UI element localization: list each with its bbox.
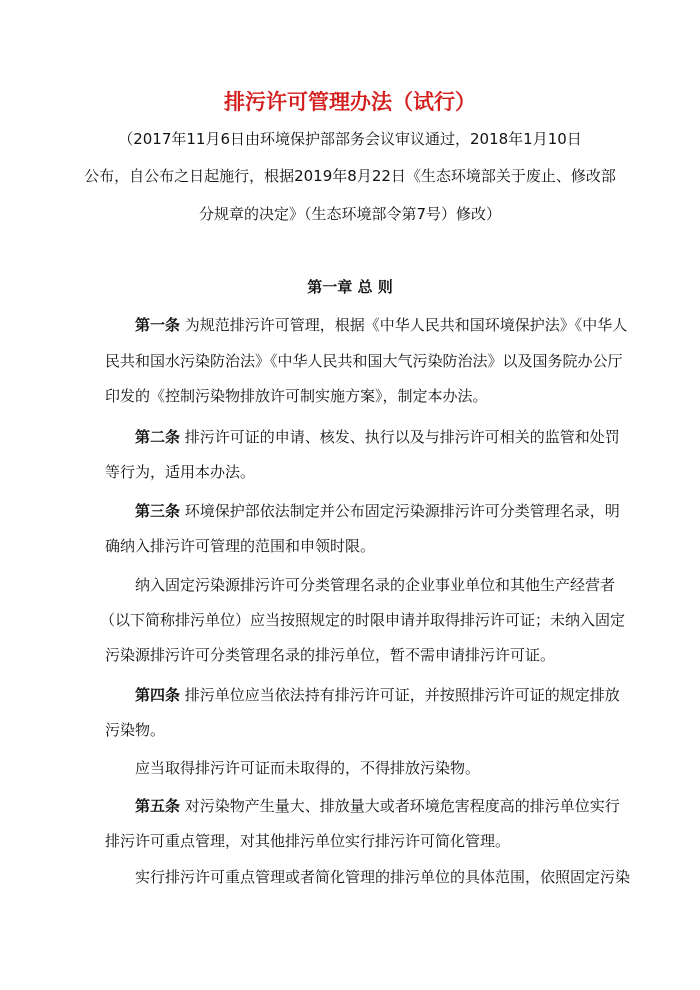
article-text: 排污许可证的申请、核发、执行以及与排污许可相关的监管和处罚 <box>184 428 620 446</box>
article-line: 污染物。 <box>105 721 166 739</box>
article-line: 等行为，适用本办法。 <box>105 463 256 481</box>
article-line <box>135 500 620 522</box>
article-text: 对污染物产生量大、排放量大或者环境危害程度高的排污单位实行 <box>184 797 620 815</box>
article-label: 第一条 <box>135 316 181 334</box>
article-line: 确纳入排污许可管理的范围和申领时限。 <box>105 537 376 555</box>
article-line: 印发的《控制污染物排放许可制实施方案》，制定本办法。 <box>105 387 488 405</box>
article-line <box>135 795 620 817</box>
article-label: 第四条 <box>135 686 181 704</box>
article-line: 应当取得排污许可证而未取得的，不得排放污染物。 <box>135 759 481 777</box>
article-text: 排污单位应当依法持有排污许可证，并按照排污许可证的规定排放 <box>184 686 620 704</box>
subtitle-line: （2017年11月6日由环境保护部部务会议审议通过，2018年1月10日 <box>118 130 582 148</box>
article-label: 第二条 <box>135 428 181 446</box>
article-line <box>135 426 620 448</box>
article-text: 环境保护部依法制定并公布固定污染源排污许可分类管理名录，明 <box>184 502 620 520</box>
article-label: 第五条 <box>135 797 181 815</box>
document-title: 排污许可管理办法（试行） <box>224 90 476 114</box>
article-line <box>135 684 620 706</box>
article-line: 排污许可重点管理，对其他排污单位实行排污许可简化管理。 <box>105 832 511 850</box>
article-line: 污染源排污许可分类管理名录的排污单位，暂不需申请排污许可证。 <box>105 646 556 664</box>
article-line: 纳入固定污染源排污许可分类管理名录的企业事业单位和其他生产经营者 <box>135 576 616 594</box>
article-text: 为规范排污许可管理，根据《中华人民共和国环境保护法》《中华人 <box>184 316 628 334</box>
article-line <box>135 314 627 336</box>
article-line: 实行排污许可重点管理或者简化管理的排污单位的具体范围，依照固定污染 <box>135 868 631 886</box>
chapter-heading: 第一章 总 则 <box>307 278 393 296</box>
article-line: 民共和国水污染防治法》《中华人民共和国大气污染防治法》以及国务院办公厅 <box>105 352 623 370</box>
subtitle-line: 公布，自公布之日起施行，根据2019年8月22日《生态环境部关于废止、修改部 <box>84 167 616 185</box>
article-label: 第三条 <box>135 502 181 520</box>
article-line: （以下简称排污单位）应当按照规定的时限申请并取得排污许可证；未纳入固定 <box>100 611 626 629</box>
subtitle-line: 分规章的决定》（生态环境部令第7号）修改） <box>198 205 502 223</box>
